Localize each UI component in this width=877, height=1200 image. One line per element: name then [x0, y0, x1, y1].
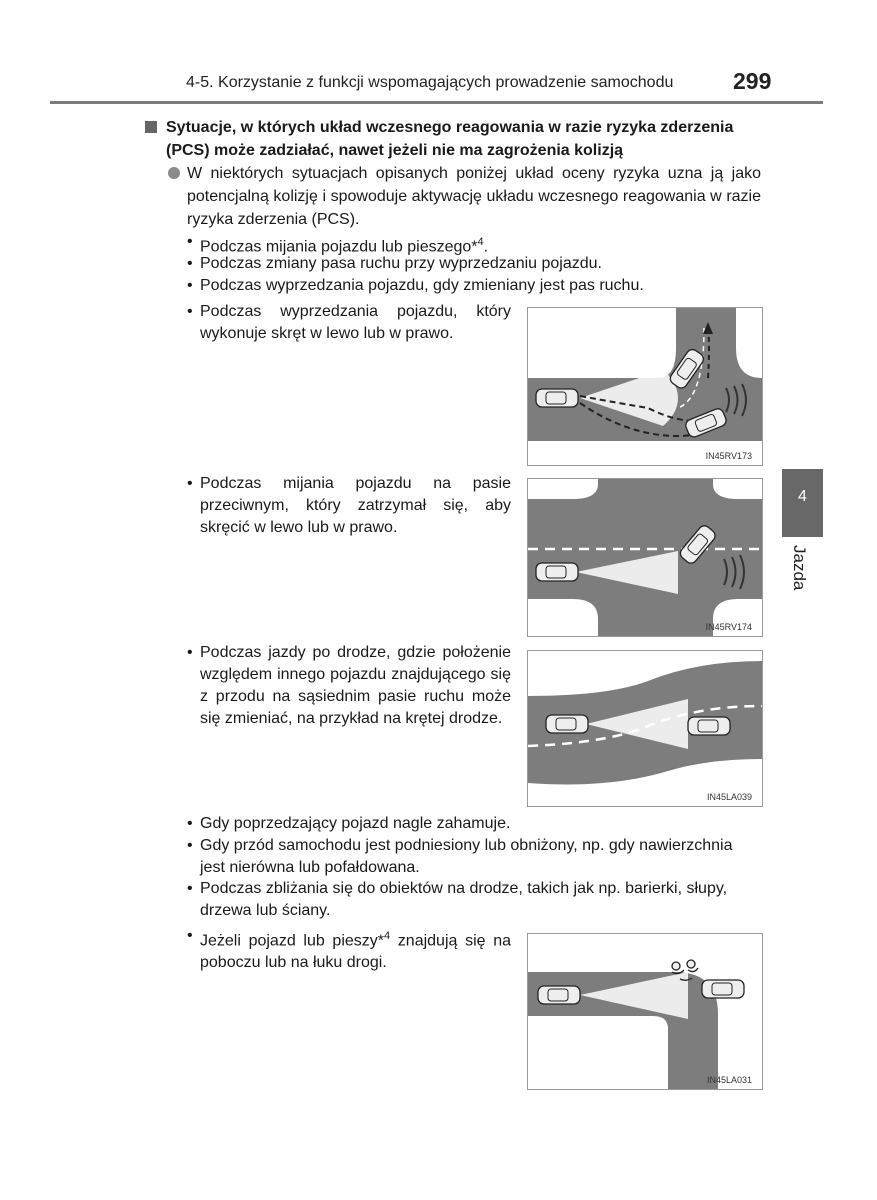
list-item: • Podczas wyprzedzania pojazdu, który wykonuje skręt w lewo lub w prawo.: [187, 301, 511, 345]
list-item: • Podczas wyprzedzania pojazdu, gdy zmieniany jest pas ruchu.: [187, 275, 761, 297]
list-item-text: Jeżeli pojazd lub pieszy*: [200, 932, 384, 950]
car-icon: [688, 717, 730, 735]
list-item-text: Podczas zbliżania się do obiektów na drodze, takich jak np. barierki, słupy, drzewa lub ściany.: [200, 880, 728, 919]
square-bullet-icon: [145, 121, 157, 133]
list-item-text: Gdy przód samochodu jest podniesiony lub obniżony, np. gdy nawierzchnia jest nierówna lub pofałdowana.: [200, 837, 733, 876]
list-item-text: Podczas mijania pojazdu lub pieszego*: [200, 238, 478, 256]
section-heading: Sytuacje, w których układ wczesnego reagowania w razie ryzyka zderzenia (PCS) może zadziałać, nawet jeżeli nie ma zagrożenia kolizją: [166, 119, 734, 159]
figure-code: IN45LA031: [706, 1075, 752, 1085]
list-item-text-end: .: [483, 238, 489, 256]
list-item-text: Podczas wyprzedzania pojazdu, gdy zmieniany jest pas ruchu.: [200, 277, 644, 294]
list-item: • Podczas zmiany pasa ruchu przy wyprzedzaniu pojazdu.: [187, 253, 761, 275]
car-icon: [536, 389, 578, 407]
figure-overtaking-turning-vehicle: [527, 307, 763, 466]
header-title: 4-5. Korzystanie z funkcji wspomagających prowadzenie samochodu: [186, 74, 674, 91]
car-icon: [702, 980, 744, 998]
figure-code: IN45LA039: [706, 792, 752, 802]
car-icon: [546, 715, 588, 733]
chapter-tab-number: 4: [798, 488, 807, 505]
list-item-text-end: znajdują się na poboczu lub na łuku drogi.: [200, 932, 511, 972]
list-item: • Podczas mijania pojazdu na pasie przeciwnym, który zatrzymał się, aby skręcić w lewo lub w prawo.: [187, 473, 511, 539]
intro-paragraph: W niektórych sytuacjach opisanych poniżej układ oceny ryzyka uzna ją jako potencjalną kolizję i spowoduje aktywację układu wczesnego reagowania w razie ryzyka zderzenia (PCS).: [187, 165, 761, 228]
list-item: • Jeżeli pojazd lub pieszy*$^4$ znajdują się na poboczu lub na łuku drogi.: [187, 927, 511, 972]
figure-roadside-curve: [527, 933, 763, 1090]
footnote-ref: 4: [477, 236, 484, 248]
list-item-text: Podczas mijania pojazdu na pasie przeciwnym, który zatrzymał się, aby skręcić w lewo lub w prawo.: [200, 475, 511, 536]
list-item-text: Podczas jazdy po drodze, gdzie położenie względem innego pojazdu znajdującego się z przodu na sąsiednim pasie ruchu może się zmieniać, na przykład na krętej drodze.: [200, 644, 511, 727]
circle-bullet-icon: [168, 167, 180, 179]
list-item: • Podczas jazdy po drodze, gdzie położenie względem innego pojazdu znajdującego się z przodu na sąsiednim pasie ruchu może się zmieniać, na przykład na krętej drodze.: [187, 642, 511, 730]
figure-code: IN45RV173: [705, 451, 752, 461]
header-rule: [50, 101, 823, 104]
figure-oncoming-turning-vehicle: [527, 478, 763, 637]
figure-code: IN45RV174: [705, 622, 752, 632]
list-item: • Podczas mijania pojazdu lub pieszego*$^4$.: [187, 233, 489, 256]
car-icon: [536, 563, 578, 581]
list-item: • Podczas zbliżania się do obiektów na drodze, takich jak np. barierki, słupy, drzewa lub ściany.: [187, 878, 761, 922]
chapter-tab-label-wrap: [781, 545, 821, 605]
list-item: • Gdy przód samochodu jest podniesiony lub obniżony, np. gdy nawierzchnia jest nierówna lub pofałdowana.: [187, 835, 761, 879]
footnote-ref: 4: [384, 930, 391, 942]
car-icon: [538, 986, 580, 1004]
list-item-text: Gdy poprzedzający pojazd nagle zahamuje.: [200, 815, 511, 832]
list-item-text: Podczas wyprzedzania pojazdu, który wykonuje skręt w lewo lub w prawo.: [200, 303, 511, 342]
list-item: • Gdy poprzedzający pojazd nagle zahamuje.: [187, 813, 761, 835]
list-item-text: Podczas zmiany pasa ruchu przy wyprzedzaniu pojazdu.: [200, 255, 602, 272]
page-number: 299: [733, 68, 772, 94]
figure-curved-road: [527, 650, 763, 807]
chapter-tab-label: Jazda: [790, 545, 809, 591]
